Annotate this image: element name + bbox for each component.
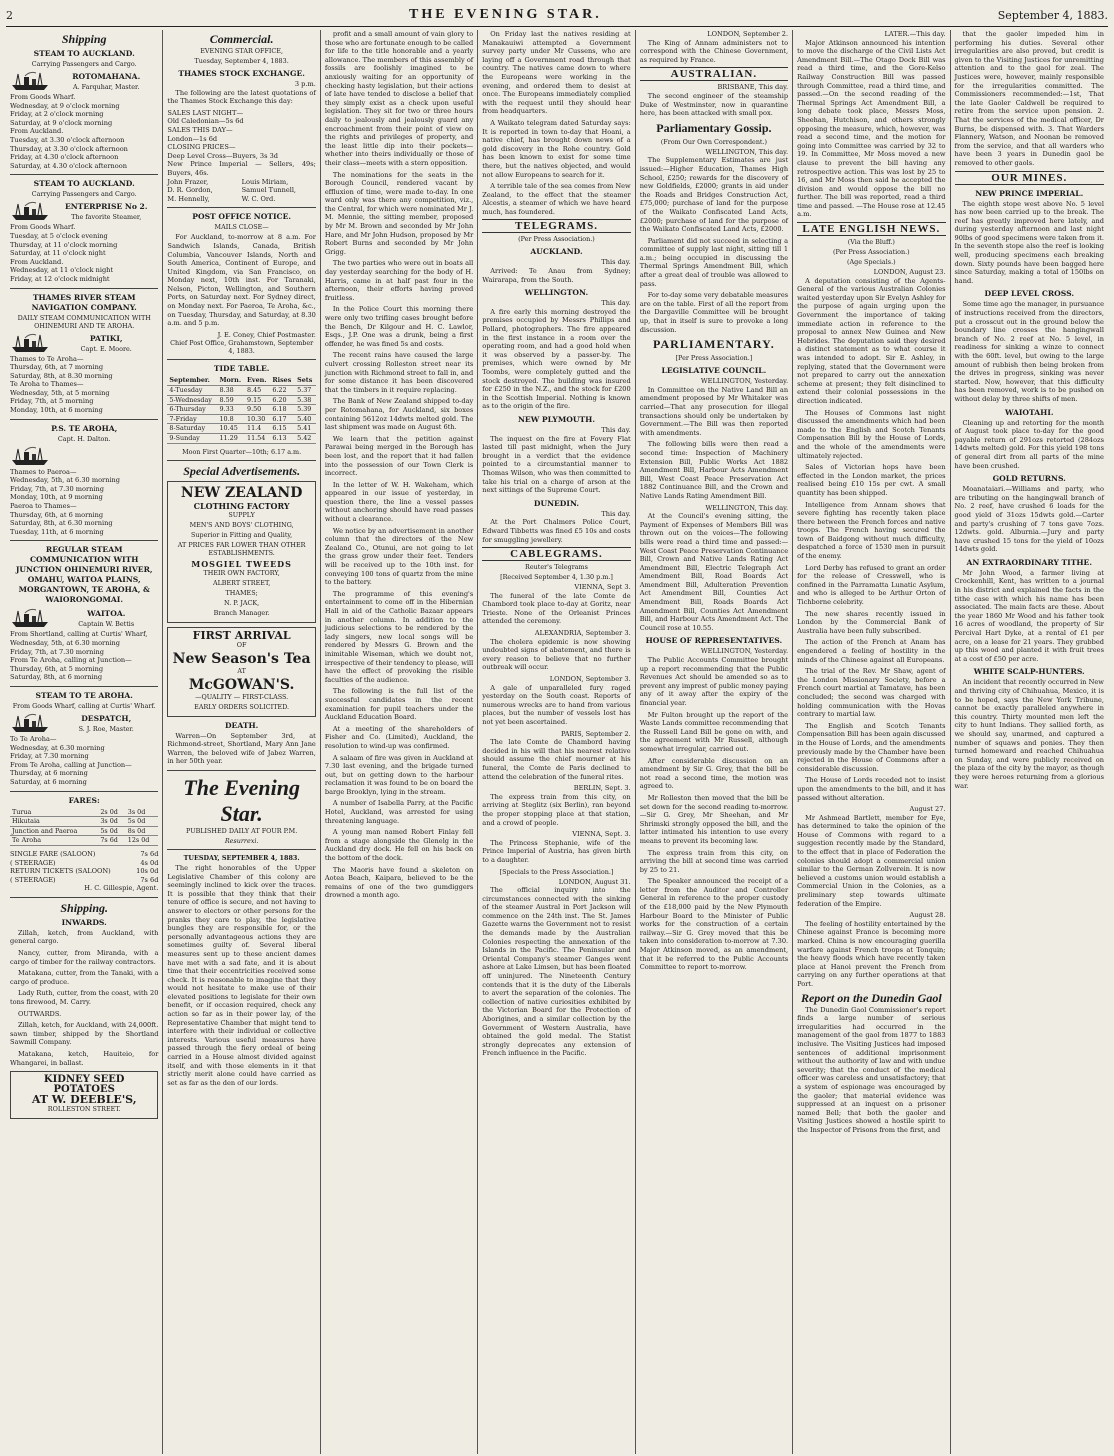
shipping-item: Nancy, cutter, from Miranda, with a cargo of timber for the railway contractors. bbox=[10, 949, 159, 966]
saloon-fare-row bbox=[10, 876, 158, 885]
cable-text: The Princess Stephanie, wife of the Prince Imperial of Austria, has given birth to a daughter. bbox=[482, 838, 631, 864]
tide-cell: 6.18 bbox=[270, 405, 295, 415]
news-paragraph: profit and a small amount of vain glory to those who are fortunate enough to be called for life to the title honorable and a yearly allowance. The members of this assembly of fossils are foolishly imagined to be anxiously waiting for an opportunity of checking hasty legislation, but their actions of late have tended to disclose a belief that they simply exist as a check upon useful legislation. They sit for two or three hours daily to jealously and jealously guard any encroachment from their point of view on the rights and privileges of property, and the least little dip into their pockets—whether into theirs individually or those of their class—meets with a stern opposition. bbox=[324, 30, 474, 167]
news-paragraph: The recent rains have caused the large culvert crossing Rolleston street near its junction with Richmond street to fall in, and for some distance it has been discovered that the timbers in it require replacing. bbox=[324, 351, 474, 394]
schedule-line: From Auckland. bbox=[10, 127, 64, 136]
fares-title: FARES: bbox=[68, 795, 100, 805]
local-news bbox=[325, 30, 473, 900]
late-news-paragraph: The new shares recently issued in London by the Commercial Bank of Australia have been fully subscribed. bbox=[797, 609, 946, 635]
tide-cell: 8.38 bbox=[217, 386, 245, 396]
fare-return: 3s 0d bbox=[126, 808, 159, 817]
editorial: The right honorables of the Upper Legislative Chamber of this colony are seemingly inclined to kick over the traces. It is possible that they think that their tenure of office is secure, and not having to answer to electors or other persons for the pranks they care to play, the legislative bungles they are responsible for, or the personally advantageous actions they are sometimes guilty of. Several liberal measures sent up to these ancient dames have met with a sad fate, and it is about time that their eccentricities received some check. It is reasonable to imagine that they would not hesitate to make use of their elevated positions to legislate for their own benefit, or if occasion required, check any action so far as in their power lay, of the Representative Chamber that might tend to interfere with their individual or collective interests. Various useful measures have passed through the fiery ordeal of being carried in a House almost divided against itself, and with those elements in it that strictly merit alone could have carried as set as far as the den of our lords. bbox=[167, 863, 316, 1087]
parliamentary-gossip-heading: Parliamentary Gossip. bbox=[656, 120, 772, 135]
house-paragraph: Mr Rolleston then moved that the bill be set down for the second reading to-morrow.—Sir G. Grey, Mr Sheehan, and Mr Shrimski strongly opposed the bill, and the latter intimated his intention to use every means to prevent its becoming law. bbox=[639, 793, 789, 845]
cable-place: BERLIN, Sept. 3. bbox=[573, 784, 631, 793]
schedule-line: Thames to Te Aroha— bbox=[10, 354, 84, 363]
telegram-place: AUCKLAND. bbox=[530, 247, 583, 257]
saloon-fare-price: 4s 0d bbox=[140, 858, 159, 867]
issue-date: September 4, 1883. bbox=[997, 8, 1108, 22]
shipping-ads bbox=[10, 49, 158, 792]
news-paragraph: A number of Isabella Parry, at the Pacific Hotel, Auckland, was arrested for using threatening language. bbox=[324, 799, 474, 825]
news-paragraph: The two parties who were out in boats all day yesterday searching for the body of H. Harris, came in at half past four in the afternoon, their efforts having proved fruitless. bbox=[324, 259, 474, 302]
schedule-line: Friday, at 4.30 o'clock afternoon bbox=[10, 153, 119, 162]
shipping-item: Zillah, ketch, for Auckland, with 24,000ft. sawn timber, shipped by the Shortland Sawmill Company. bbox=[10, 1021, 159, 1047]
shipping-ad bbox=[10, 293, 158, 420]
schedule-line: From Te Aroha, calling at Junction— bbox=[10, 760, 132, 769]
page-number: 2 bbox=[6, 8, 13, 22]
tide-row bbox=[167, 424, 315, 434]
house-text bbox=[640, 656, 788, 972]
telegram-text: Arrived: Te Anau from Sydney; Wairarapa, from the South. bbox=[482, 267, 631, 284]
schedule-line: Thames to Paeroa— bbox=[10, 467, 77, 476]
cablegram-list bbox=[482, 583, 630, 864]
saloon-fares bbox=[10, 850, 158, 884]
stock-quotes bbox=[167, 109, 315, 178]
telegram-date: This day. bbox=[601, 509, 631, 518]
tide-cell: 9.50 bbox=[245, 405, 270, 415]
shipping-ad bbox=[10, 545, 158, 687]
shipping-item: Matakana, cutter, from the Tanaki, with a cargo of produce. bbox=[10, 969, 159, 986]
fare-place: Turua bbox=[10, 808, 98, 817]
schedule-line: Te Aroha to Thames— bbox=[10, 380, 84, 389]
quote-line: Deep Level Cross—Buyers, 3s 3d bbox=[167, 151, 279, 160]
news-paragraph: A terrible tale of the sea comes from New Zealand, to the effect that the steamer Alcestis, a steamer of which we have heard much, has foundered. bbox=[482, 182, 631, 216]
house-paragraph: After considerable discussion on an amendment by Sir G. Grey, that the bill be not read a second time, the motion was agreed to. bbox=[639, 756, 789, 791]
inwards-heading: INWARDS. bbox=[61, 917, 107, 927]
tide-cell: 8.45 bbox=[245, 386, 270, 396]
tide-row bbox=[167, 386, 315, 396]
schedule-line: Wednesday, 5th, at 6.30 morning bbox=[10, 476, 121, 485]
gossip-paragraph: The Supplementary Estimates are just issued:—Higher Education, Thames High School, £250; rewards for the discovery of new Goldfields, £2000; grants in aid under the Roads and Bridges Construction Act, £75,000; purchase of land for the purpose of the Waikato Confiscated Land Acts, £2000; purchase of land for the purpose of the Waikato Confiscated Land Acts, £2000. bbox=[639, 156, 789, 234]
schedule-line: To Te Aroha— bbox=[10, 734, 57, 743]
death-notice-title: DEATH. bbox=[224, 720, 259, 730]
schedule-line: Friday, at 2 o'clock morning bbox=[10, 110, 104, 119]
ad-title: P.S. TE AROHA, bbox=[51, 423, 118, 433]
news-paragraph: A young man named Robert Finlay fell from a stage alongside the Glenelg in the Auckland dry dock. He fell on his back on the bottom of the dock. bbox=[324, 828, 474, 863]
tide-cell: 5.37 bbox=[295, 386, 316, 396]
schedule-line: Monday, 10th, at 9 morning bbox=[10, 493, 103, 502]
steamship-icon bbox=[10, 200, 50, 222]
schedule-line: Wednesday, 5th, at 5 morning bbox=[10, 388, 110, 397]
tide-cell: 5.41 bbox=[295, 424, 316, 434]
news-paragraph: In the Police Court this morning there were only two trifling cases brought before the Bench, Dr Kilgour and H. C. Lawlor, Esqs., J.P. One was a drunk, being a first offender, he was fined 5s and costs. bbox=[324, 305, 474, 348]
saloon-fare-price: 7s 6d bbox=[140, 875, 159, 884]
stock-exchange-title: THAMES STOCK EXCHANGE. bbox=[178, 69, 305, 78]
gossip-paragraph: Parliament did not succeed in selecting a committee of supply last night, sitting till 1 a.m.; being occupied in discussing the Thermal Springs Amendment Bill, which after a great deal of trouble was allowed to pass. bbox=[639, 236, 789, 288]
tea-ad: FIRST ARRIVAL OF New Season's Tea AT McGOWAN'S. —QUALITY — FIRST-CLASS. EARLY ORDERS SOLICITED. bbox=[167, 627, 315, 717]
fare-single: 3s 0d bbox=[98, 817, 125, 827]
mine-report: Cleaning up and retorting for the month of August took place to-day for the good payable return of 291ozs retorted (284ozs 14dwts melted) gold. For this yield 198 tons of general dirt from all parts of the mine have been crushed. bbox=[954, 418, 1104, 470]
tide-row bbox=[167, 395, 315, 405]
cable-place: PARIS, September 2. bbox=[560, 729, 631, 738]
australian-heading: AUSTRALIAN. bbox=[640, 67, 788, 81]
schedule-line: Tuesday, at 5 o'clock evening bbox=[10, 231, 108, 240]
tide-cell: 9-Sunday bbox=[167, 434, 217, 444]
tide-cell: 6.22 bbox=[270, 386, 295, 396]
vessel-master: A. Farquhar, Master. bbox=[72, 83, 140, 91]
shipping-heading: Shipping bbox=[61, 32, 107, 46]
broker-name: W. C. Ord. bbox=[241, 194, 276, 203]
saloon-fare-text: SINGLE FARE (SALOON) bbox=[10, 849, 96, 858]
late-news-text bbox=[797, 277, 945, 802]
column-4: On Friday last the natives residing at Manakauiwi attempted a Government survey party under Mr Cussens, who are laying off a Government road through that country. The natives came down to where the Europeans were working in the evening, and ordered them to desist at once. The Europeans immediately complied with the request until they should hear from headquarters. A Waikato telegram dated Saturday says: It is reported in town to-day that Hoani, a native chief, has brought down news of a gold discovery in the Rohe country. Gold has been known to exist for some time there, but the natives objected, and would not allow Europeans to search for it. A terrible tale of the sea comes from New Zealand, to the effect that the steamer Alcestis, a steamer of which we have heard much, has foundered. TELEGRAMS. (Per Press Association.) AUCKLAND. This day. Arrived: Te Anau from Sydney; Wairarapa, from the South. WELLINGTON. This day. A fire early this morning destroyed the premises occupied by Messrs Phillips and Pollard, photographers. The fire appeared in the first instance in a room over the operating room, and had a good hold when it was observed by a passer-by. The premises, which were owned by Mr Toombs, were completely gutted and the stock destroyed. The building was insured for £250 in the N.Z., and the stock for £200 in the Scottish Imperial. Nothing is known as to the origin of the fire. NEW PLYMOUTH. This day. The inquest on the fire at Fovery Flat lasted till past midnight, when the Jury brought in a verdict that the evidence pointed to a circumstantial manner to Thomas Wilson, who was then committed to take his trial on a charge of arson at the next sittings of the Supreme Court. DUNEDIN. This day. At the Port Chalmers Police Court, Edward Tibbetts was fined £5 10s and costs for smuggling jewellery. CABLEGRAMS. Reuter's Telegrams [Received September 4, 1.30 p.m.] VIENNA, Sept 3. The funeral of the late Comte de Chambord took place to-day at Goritz, near Trieste. None of the Orleanist Princes attended the ceremony. ALEXANDRIA, September 3. The cholera epidemic is now showing undoubted signs of abatement, and there is every reason to believe that no further outbreak will occur. LONDON, September 3. A gale of unparalleled fury raged yesterday on the South coast. Reports of numerous wrecks are to hand from various places, but the number of vessels lost has not yet been ascertained. PARIS, September 2. The late Comte de Chambord having decided in his will that his nearest relative should assume the chief mourner at his funeral, the Comte de Paris declined to attend the celebration of the funeral rites. BERLIN, Sept. 3. The express train from this city, on arriving at Steglitz (six Berlin), ran beyond the proper stopping place at that station, and a crowd of people. VIENNA, Sept. 3. The Princess Stephanie, wife of the Prince Imperial of Austria, has given birth to a daughter. [Specials to the Press Association.] LONDON, August 31. The official inquiry into the circumstances connected with the sinking of the steamer Austral in Port Jackson will commence on the 24th inst. The St. James Gazette warns the Government not to resist the demands made by the Australian Colonies respecting the annexation of the Islands in the Pacific. The Peninsular and Oriental Company's steamer Ganges went ashore at Lake Limsen, but has been floated off uninjured. The Nineteenth Century contends that it is the duty of the Liberals to avert the separation of the colonies. The collection of native curiosities exhibited by the Victorian Board for the Protection of Aborigines, and a similar collection by the Government of Western Australia, have obtained the gold medal. The Statist strongly deprecates any extension of French influence in the Pacific. bbox=[478, 30, 635, 1454]
schedule-line: Wednesday, 5th, at 6.30 morning bbox=[10, 639, 121, 647]
late-news-paragraph: The action of the French at Anam has engendered a feeling of hostility in the minds of the Chinese against all Europeans. bbox=[797, 638, 946, 664]
late-news-paragraph: A deputation consisting of the Agents-General of the various Australian Colonies waited yesterday upon Sir Evelyn Ashley for the purpose of again urging upon the Government the importance of taking immediate action in reference to the proposal to annex New Guinea and New Hebrides. The deputation said they desired a distinct statement as to what course it was intended to adopt. Sir E. Ashley, in replying, stated that the Government were not prepared to carry out the annexation scheme at present; they felt disinclined to extend their colonial possessions in the direction indicated. bbox=[797, 276, 946, 405]
late-news-paragraph: The Houses of Commons last night discussed the amendments which had been made to the English and Scotch Tenants Compensation Bill by the House of Lords, and the whole of the amendments were ultimately rejected. bbox=[797, 408, 946, 460]
quote-line: SALES LAST NIGHT— bbox=[167, 108, 244, 117]
fare-return: 5s 0d bbox=[126, 817, 159, 827]
house-heading: HOUSE OF REPRESENTATIVES. bbox=[645, 636, 783, 646]
tide-cell: 5.39 bbox=[295, 405, 316, 415]
broker-name: D. R. Gordon, bbox=[167, 186, 213, 195]
broker-name: Louis Miriam, bbox=[241, 177, 289, 186]
steamship-icon bbox=[10, 445, 50, 467]
fare-single: 7s 6d bbox=[98, 836, 125, 846]
telegram-date: This day. bbox=[601, 425, 631, 434]
editorial-date: TUESDAY, SEPTEMBER 4, 1883. bbox=[183, 853, 300, 862]
late-news-paragraph: Sales of Victorian hops have been effected in the London market, the prices realised being £10 15s per cwt. A small quantity has been shipped. bbox=[797, 463, 946, 497]
mine-name: DEEP LEVEL CROSS. bbox=[984, 289, 1074, 299]
schedule-line: Friday, 7th, at 7.30 morning bbox=[10, 484, 104, 493]
schedule-line: Saturday, 8th, at 6.30 morning bbox=[10, 519, 113, 528]
ad-title: STEAM TO AUCKLAND. bbox=[33, 179, 135, 189]
tide-cell: 8-Saturday bbox=[167, 424, 217, 434]
tide-cell: 6.13 bbox=[270, 434, 295, 444]
tide-cell: 6.15 bbox=[270, 424, 295, 434]
news-paragraph: We notice by an advertisement in another column that the directors of the New Zealand Co., Otunui, are not going to let the grass grow under their feet. Tenders will be received up to the 10th inst. for conveying 100 tons of quartz from the mine to the battery. bbox=[324, 526, 474, 587]
telegram-text: A fire early this morning destroyed the premises occupied by Messrs Phillips and Pollard, photographers. The fire appeared in the first instance in a room over the operating room, and had a good hold when it was observed by a passer-by. The premises, which were owned by Mr Toombs, were completely gutted and the stock destroyed. The building was insured for £250 in the N.Z., and the stock for £200 in the Scottish Imperial. Nothing is known as to the origin of the fire. bbox=[482, 307, 631, 411]
cable-text: The express train from this city, on arriving at Steglitz (six Berlin), ran beyond the proper stopping place at that station, and a crowd of people. bbox=[482, 792, 631, 827]
post-office-title: POST OFFICE NOTICE. bbox=[192, 212, 292, 222]
tide-cell: 5.38 bbox=[295, 395, 316, 405]
shipping-item: Lady Ruth, cutter, from the coast, with 20 tons firewood, M. Carry. bbox=[10, 989, 159, 1007]
ad-subtitle: Carrying Passengers and Cargo. bbox=[31, 60, 137, 68]
tide-cell: 7-Friday bbox=[167, 414, 217, 424]
ad-subtitle: DAILY STEAM COMMUNICATION WITH OHINEMURI AND TE AROHA. bbox=[17, 313, 151, 330]
kidney-potatoes-ad: KIDNEY SEED POTATOES AT W. DEEBLE'S, ROLLESTON STREET. bbox=[10, 1071, 158, 1119]
tide-header: September. bbox=[167, 376, 217, 385]
saloon-fare-text: ( STEERAGE) bbox=[10, 875, 56, 884]
cable-place: LONDON, September 3. bbox=[549, 675, 631, 684]
late-news-paragraph: Intelligence from Annam shows that severe fighting has recently taken place there between the French forces and native troops. The French having secured the town of Baidgong without much difficulty, despatched a force of 1530 men in pursuit of the enemy. bbox=[797, 500, 946, 561]
shipping-ad bbox=[10, 424, 158, 542]
schedule-line: From Auckland. bbox=[10, 257, 64, 266]
ad-subtitle: Carrying Passengers and Cargo. bbox=[31, 190, 137, 199]
broker-name: M. Hennelly, bbox=[167, 194, 210, 203]
house-paragraph: Mr Fulton brought up the report of the Waste Lands committee recommending that the Russell Land Bill be gone on with, and the agreement with Mr Russell, although somewhat irregular, carried out. bbox=[639, 710, 789, 753]
late-news-paragraph: The House of Lords receded not to insist upon the amendments to the bill, and it has passed without alteration. bbox=[797, 776, 946, 802]
schedule-line: Paeroa to Thames— bbox=[10, 502, 77, 511]
tide-cell: 11.29 bbox=[217, 434, 245, 444]
broker-name: Samuel Tunnell, bbox=[241, 186, 297, 195]
tide-header-row bbox=[167, 376, 315, 385]
tide-row bbox=[167, 434, 315, 444]
house-paragraph: The Speaker announced the receipt of a letter from the Auditor and Controller General in reference to the proper custody of the £18,000 paid by the New Plymouth Harbour Board to the Minister of Public works for the construction of a certain railway.—Sir G. Grey moved that this be taken into consideration to-morrow at 7.30. Major Atkinson moved, as an amendment, that it be referred to the Public Accounts Committee to report to-morrow. bbox=[639, 877, 789, 972]
telegram-text: The inquest on the fire at Fovery Flat lasted till past midnight, when the Jury brought in a verdict that the evidence pointed to a circumstantial manner to Thomas Wilson, who was then committed to take his trial on a charge of arson at the next sittings of the Supreme Court. bbox=[482, 434, 631, 495]
schedule-line: Tuesday, at 3.30 o'clock afternoon bbox=[10, 135, 125, 144]
quote-line: SALES THIS DAY— bbox=[167, 125, 233, 134]
schedule-line: Thursday, at 3.30 o'clock afternoon bbox=[10, 144, 128, 153]
steamship-icon bbox=[10, 712, 50, 734]
our-mines-heading: OUR MINES. bbox=[955, 171, 1104, 185]
schedule-line: Friday, 7th, at 7.30 morning bbox=[10, 647, 104, 656]
schedule-line: From Shortland, calling at Curtis' Wharf, bbox=[10, 630, 148, 639]
column-1 bbox=[6, 30, 163, 1454]
tide-cell: 10.8 bbox=[217, 414, 245, 424]
column-7: that the gaoler impeded him in performing his duties. Several other irregularities are also proved, but credit is given to the Visiting Justices for unremitting attention and to the gaol for zeal. The Justices were, however, mainly responsible for the irregularities committed. The Commissioners recommended:—1st, That the late Gaoler Caldwell be required to retire from the service upon pension. 2. That the services of the medical officer, Dr Burns, be dispensed with. 3. That Warders Flannery, Watson, and Noonan be removed from the service, and that all warders who have been 3 years in Dunedin gaol be removed to other gaols. OUR MINES. NEW PRINCE IMPERIAL. The eighth stope west above No. 5 level has now been carried up to the break. The reef has greatly improved here lately, and during yesterday afternoon and last night 90lbs of good specimens were taken from it. In the seventh stope also the reef is looking well, producing specimens each breaking down. Sixty pounds have been bagged here since Saturday, making a total of 150lbs on hand. DEEP LEVEL CROSS. Some time ago the manager, in pursuance of instructions received from the directors, put a crosscut out in the ground below the boundary line crosses the hangingwall branch of No. 2 reef at No. 5 level, in readiness for sinking a winze to connect with the 60ft. level, but owing to the large amount of rubbish then being broken from the drives in progress, sinking was never started. Now, however, that this difficulty has been removed, work is to be pushed on without delay by three shifts of men. WAIOTAHI. Cleaning up and retorting for the month of August took place to-day for the good payable return of 291ozs retorted (284ozs 14dwts melted) gold. For this yield 198 tons of general dirt from all parts of the mine have been crushed. GOLD RETURNS. Moanataiari.—Williams and party, who are tributing on the hangingwall branch of No. 2 reef, have crushed 6 loads for the good yield of 31ozs 15dwts gold.—Carter and party's crushing of 7 tons gave 7ozs. 12dwts. gold. Alburnia.—Jury and party have crushed 15 tons for the yield of 10ozs 14dwts gold. AN EXTRAORDINARY TITHE. Mr John Wood, a farmer living at Crockenhill, Kent, has written to a journal in his district and explained the facts in the tithe case with which his name has been associated. The main facts are these. About the year 1860 Mr Wood and his father took 16 acres of woodland, the property of Sir Percival Hart Dyke, at a rental of £1 per acre, on a lease for 21 years. They grubbed up this wood and planted it with fruit trees at a cost of £50 per acre. WHITE SCALP-HUNTERS. An incident that recently occurred in New and thriving city of Chihuahua, Mexico, it is to be hoped, says the New York Tribune, cannot be exactly paralleled anywhere in this country. Thirty mounted men left the city to hunt Indians. They sallied forth, as we should say, unarmed, and captured a number of squaws and ponies. They then turned homeward and reached Chihuahua on Sunday, and were publicly received on the plaza of the city by the mayor, as though they were heroes returning from a glorious war. bbox=[954, 30, 1104, 790]
shipping-ad bbox=[10, 691, 158, 792]
vessel-master: The favorite Steamer, bbox=[71, 213, 142, 222]
news-paragraph: The programme of this evening's entertainment to come off in the Hibernian Hall in aid of the Catholic Bazaar appears in another column. In addition to the judicious selections to be rendered by the lady singers, new local songs will be rendered by Messrs G. Brown and the inimitable Wiseman, which we doubt not, irrespective of their tendency to please, will have the effect of provoking the risible faculties of the audience. bbox=[324, 589, 474, 684]
steamship-icon bbox=[10, 70, 50, 92]
tide-header: Morn. bbox=[217, 376, 245, 385]
house-paragraph: The express train from this city, on arriving the bill at second time was carried by 25 to 21. bbox=[639, 848, 789, 874]
vessel-name: WAITOA. bbox=[87, 609, 126, 619]
vessel-name: ENTERPRISE No 2. bbox=[64, 202, 148, 212]
column-2: Commercial. EVENING STAR OFFICE, Tuesday, September 4, 1883. THAMES STOCK EXCHANGE. 3 p.m. The following are the latest quotations of the Thames Stock Exchange this day: SALES LAST NIGHT— Old Caledonian—5s 6d SALES THIS DAY— London—1s 6d CLOSING PRICES— Deep Level Cross—Buyers, 3s 3d New Prince Imperial — Sellers, 49s; Buyers, 46s. John Frazer, Louis Miriam, D. R. Gordon, Samuel Tunnell, M. Hennelly, W. C. Ord. POST OFFICE NOTICE. MAILS CLOSE— For Auckland, to-morrow at 8 a.m. For Sandwich Islands, Canada, British Columbia, Vancouver Islands, North and South America, Continent of Europe, and United Kingdom, via San Francisco, on Monday next, 10th inst. For Taranaki, Nelson, Picton, Wellington, and Southern Ports, on Saturday next. For Sydney direct, on Monday next. For Paeroa, Te Aroha, &c., on Tuesday, Thursday, and Saturday, at 8.30 a.m. and 5 p.m. J. E. Coney, Chief Postmaster. Chief Post Office, Grahamstown, September 4, 1883. TIDE TABLE. September. Morn. Even. Rises Sets 4-Tuesday 8.38 8.45 6.22 5.37 5-Wednesday 8.59 9.15 6.20 5.38 6-Thursday 9.33 9.50 6.18 5.39 7-Friday 10.8 10.30 6.17 5.40 8-Saturday 10.45 11.4 6.15 5.41 9-Sunday 11.29 11.54 6.13 5.42 Moon First Quarter—10th; 6.17 a.m. Special Advertisements. NEW ZEALAND CLOTHING FACTORY SUPPLY MEN'S AND BOYS' CLOTHING, Superior in Fitting and Quality, AT PRICES FAR LOWER THAN OTHER ESTABLISHMENTS. MOSGIEL TWEEDS THEIR OWN FACTORY, ALBERT STREET, THAMES; N. P. JACK, Branch Manager. FIRST ARRIVAL OF New Season's Tea AT McGOWAN'S. —QUALITY — FIRST-CLASS. EARLY ORDERS SOLICITED. DEATH. Warren—On September 3rd, at Richmond-street, Shortland, Mary Ann Jane Warren, the beloved wife of Jabez Warren, in her 50th year. The Evening Star. PUBLISHED DAILY AT FOUR P.M. Resurrexi. TUESDAY, SEPTEMBER 4, 1883. The right honorables of the Upper Legislative Chamber of this colony are seemingly inclined to kick over the traces. It is possible that they think that their tenure of office is secure, and not having to answer to electors or other persons for the pranks they care to play, the legislative bungles they are responsible for, or the personally advantageous actions they are sometimes guilty of. Several liberal measures sent up to these ancient dames have met with a sad fate, and it is about time that their eccentricities received some check. It is reasonable to imagine that they would not hesitate to make use of their elevated positions to legislate for their own benefit, or if occasion required, check any action so far as in their power lay, of the Representative Chamber that might tend to interfere with their individual or collective interests. Various useful measures have passed through the fiery ordeal of being carried in a House almost divided against itself, and with those elements in it that strictly merit alone could have carried as set as far as the den of our lords. bbox=[163, 30, 320, 1454]
fare-return: 8s 0d bbox=[126, 826, 159, 836]
cable-text: The cholera epidemic is now showing undoubted signs of abatement, and there is every reason to believe that no further outbreak will occur. bbox=[482, 637, 631, 672]
schedule-line: Thursday, 6th, at 5 morning bbox=[10, 664, 104, 673]
gossip-paragraph: For to-day some very debatable measures are on the table. First of all the report from the Dargaville Committee will be brought up, that in itself is sure to provoke a long discussion. bbox=[639, 291, 789, 334]
ad-subtitle: From Goods Wharf, calling at Curtis' Wharf. bbox=[12, 701, 156, 710]
saloon-fare-row bbox=[10, 867, 158, 876]
tide-cell: 6.20 bbox=[270, 395, 295, 405]
saloon-fare-text: ( STEERAGE) bbox=[10, 858, 56, 867]
schedule-line: Saturday, 8th, at 6 morning bbox=[10, 673, 103, 682]
cable-place: VIENNA, Sept 3. bbox=[574, 583, 631, 592]
tide-cell: 8.59 bbox=[217, 395, 245, 405]
shipping-ad bbox=[10, 49, 158, 175]
council-paragraph: In Committee on the Native Land Bill an amendment proposed by Mr Whitaker was carried—That any prosecution for illegal transactions should only be undertaken by Government.—The Bill was then reported with amendments. bbox=[639, 385, 789, 437]
column-3 bbox=[321, 30, 478, 1454]
ad-title: REGULAR STEAM COMMUNICATION WITH JUNCTION OHINEMURI RIVER, OMAHU, WAITOA PLAINS, MORGANTOWN, TE AROHA, & WAIORONGOMAI. bbox=[15, 545, 153, 605]
tide-cell: 10.30 bbox=[245, 414, 270, 424]
mine-name: GOLD RETURNS. bbox=[992, 474, 1066, 484]
schedule-line: From Goods Wharf. bbox=[10, 223, 76, 232]
telegram-sections bbox=[482, 247, 630, 544]
tide-cell: 5.42 bbox=[295, 434, 316, 444]
council-paragraph: The following bills were then read a second time: Inspection of Machinery Extension Bill, Public Works Act 1882 Amendment Bill, Harbour Acts Amendment Bill, West Coast Peace Preservation Act 1882 Continuance Bill, and the Crown and Native Lands Rating Amendment Bill. bbox=[639, 440, 789, 500]
mine-report: The eighth stope west above No. 5 level has now been carried up to the break. The reef has greatly improved here lately, and during yesterday afternoon and last night 90lbs of good specimens were taken from it. In the seventh stope also the reef is looking well, producing specimens each breaking down. Sixty pounds have been bagged here since Saturday, making a total of 150lbs on hand. bbox=[954, 199, 1104, 285]
telegrams-heading: TELEGRAMS. bbox=[482, 219, 630, 233]
cablegrams-heading: CABLEGRAMS. bbox=[482, 547, 630, 561]
tide-header: Sets bbox=[295, 376, 316, 385]
parliamentary-heading: PARLIAMENTARY. bbox=[653, 337, 775, 352]
tide-cell: 11.54 bbox=[245, 434, 270, 444]
fare-place: Junction and Paeroa bbox=[10, 826, 98, 836]
fare-row bbox=[10, 836, 158, 846]
fare-single: 2s 0d bbox=[98, 808, 125, 817]
schedule-line: Wednesday, at 11 o'clock night bbox=[10, 266, 114, 275]
late-english-news-heading: LATE ENGLISH NEWS. bbox=[797, 222, 945, 236]
schedule-line: Thursday, at 6 morning bbox=[10, 769, 88, 778]
news-paragraph: A Waikato telegram dated Saturday says: It is reported in town to-day that Hoani, a native chief, has brought down news of a gold discovery in the Rohe country. Gold has been known to exist for some time there, but the natives objected, and would not allow Europeans to search for it. bbox=[482, 118, 631, 179]
cable-text: A gale of unparalleled fury raged yesterday on the South coast. Reports of numerous wrecks are to hand from various places, but the number of vessels lost has not yet been ascertained. bbox=[482, 683, 631, 726]
telegram-place: NEW PLYMOUTH. bbox=[517, 414, 595, 424]
schedule-line: From Te Aroha, calling at Junction— bbox=[10, 656, 132, 665]
death-notice: Warren—On September 3rd, at Richmond-street, Shortland, Mary Ann Jane Warren, the beloved wife of Jabez Warren, in her 50th year. bbox=[167, 731, 316, 766]
tide-table-title: TIDE TABLE. bbox=[213, 364, 270, 374]
district-news bbox=[482, 30, 630, 216]
tide-table bbox=[167, 376, 315, 443]
news-paragraph: On Friday last the natives residing at Manakauiwi attempted a Government survey party under Mr Cussens, who are laying off a Government road through that country. The natives came down to where the Europeans were working in the evening, and ordered them to desist at once. The Europeans immediately complied with the request until they should hear from headquarters. bbox=[482, 30, 631, 116]
mine-report: Moanataiari.—Williams and party, who are tributing on the hangingwall branch of No. 2 reef, have crushed 6 loads for the good yield of 31ozs 15dwts gold.—Carter and party's crushing of 7 tons gave 7ozs. 12dwts. gold. Alburnia.—Jury and party have crushed 15 tons for the yield of 10ozs 14dwts gold. bbox=[954, 485, 1104, 554]
mine-name: NEW PRINCE IMPERIAL. bbox=[975, 188, 1084, 198]
masthead bbox=[6, 4, 1108, 27]
vessel-master: S. J. Roe, Master. bbox=[78, 724, 134, 733]
news-paragraph: The following is the full list of the successful candidates in the recent examination for pupil teachers under the Auckland Education Board. bbox=[324, 687, 474, 722]
schedule-line: Saturday, at 9 o'clock morning bbox=[10, 118, 113, 127]
news-paragraph: The Maoris have found a skeleton on Aotea Beach, Kaipara, believed to be the remains of one of the two gumdiggers drowned a month ago. bbox=[324, 865, 474, 900]
tide-cell: 11.4 bbox=[245, 424, 270, 434]
quote-line: Old Caledonian—5s 6d bbox=[167, 117, 244, 126]
schedule-line: Saturday, at 4.30 o'clock afternoon bbox=[10, 161, 127, 170]
brokers-list bbox=[167, 178, 315, 204]
saloon-fare-price: 10s 0d bbox=[136, 867, 159, 876]
shipping-item: Matakana, ketch, Hauiteio, for Whangarei, in ballast. bbox=[10, 1050, 159, 1067]
tide-cell: 10.45 bbox=[217, 424, 245, 434]
schedule-line: Monday, 10th, at 6 morning bbox=[10, 406, 103, 415]
late-news-paragraph: The trial of the Rev. Mr Shaw, agent of the London Missionary Society, before a French court martial at Tamatave, has been concluded; the second was charged with holding communication with the Hovas contrary to martial law. bbox=[797, 667, 946, 719]
quote-line: CLOSING PRICES— bbox=[167, 143, 236, 152]
special-ads-heading: Special Advertisements. bbox=[183, 463, 301, 478]
paper-nameplate: The Evening Star. bbox=[183, 774, 300, 826]
tide-cell: 9.33 bbox=[217, 405, 245, 415]
shipping-news-heading: Shipping. bbox=[60, 900, 109, 915]
quote-line: New Prince Imperial — Sellers, 49s; Buyers, 46s. bbox=[167, 160, 316, 177]
legislative-council-text bbox=[640, 386, 788, 501]
fare-return: 12s 0d bbox=[126, 836, 159, 846]
vessel-master: Captain W. Bettis bbox=[78, 620, 135, 629]
fares-table bbox=[10, 808, 158, 846]
news-paragraph: We learn that the petition against Parawai being merged in the Borough has been lost, and the report that it had fallen into the possession of our Town Clerk is incorrect. bbox=[324, 434, 474, 478]
shipping-item: OUTWARDS. bbox=[18, 1009, 62, 1018]
house-paragraph: The Public Accounts Committee brought up a report recommending that the Public Revenues Act should be amended so as to prevent any imprest of public money paying any of it away after the expiry of the financial year. bbox=[639, 656, 789, 707]
late-news-paragraph: Lord Derby has refused to grant an order for the release of Cresswell, who is confined in the Parramatta Lunatic Asylum, and who is alleged to be Arthur Orton of Tichborne celebrity. bbox=[797, 563, 946, 607]
cable-place: ALEXANDRIA, September 3. bbox=[534, 629, 631, 638]
schedule-line: Tuesday, 11th, at 6 morning bbox=[10, 527, 104, 536]
news-paragraph: At a meeting of the shareholders of Fisher and Co. (Limited), Auckland, the resolution to wind-up was confirmed. bbox=[324, 724, 474, 750]
news-paragraph: A salaam of fire was given in Auckland at 7.30 last evening, and the brigade turned out, but on getting down to the harbour reclamation it was found to be on board the barge Brooklyn, lying in the stream. bbox=[324, 753, 474, 796]
schedule-line: Friday, 7th, at 5 morning bbox=[10, 397, 94, 406]
vessel-name: PATIKI, bbox=[89, 333, 123, 343]
vessel-name: DESPATCH, bbox=[81, 713, 132, 723]
schedule-line: Saturday, at 6 morning bbox=[10, 777, 87, 786]
news-paragraph: The Bank of New Zealand shipped to-day per Rotomahana, for Auckland, six boxes containing 5612oz 14dwts melted gold. The last shipment was made on August 6th. bbox=[324, 397, 474, 432]
tithe-heading: AN EXTRAORDINARY TITHE. bbox=[966, 557, 1092, 567]
telegram-date: This day. bbox=[601, 299, 631, 308]
gaol-report-heading: Report on the Dunedin Gaol bbox=[800, 990, 942, 1005]
schedule-line: Saturday, at 11 o'clock night bbox=[10, 249, 106, 258]
tide-row bbox=[167, 414, 315, 424]
telegram-date: This day. bbox=[601, 258, 631, 267]
broker-name: John Frazer, bbox=[167, 177, 209, 186]
fare-row bbox=[10, 817, 158, 827]
schedule-line: From Goods Wharf. bbox=[10, 93, 76, 101]
fare-single: 5s 0d bbox=[98, 826, 125, 836]
news-paragraph: The nominations for the seats in the Borough Council, rendered vacant by effluxion of time, were made to-day. In one ward only was there any competition, viz., the Central, for which were nominated Mr J. M. Mennie, the sitting member, proposed by Mr M. Brown and seconded by Mr John Hare, and Mr John Hudson, proposed by Mr Robert Burns and seconded by Mr John Grigg. bbox=[324, 170, 474, 256]
schedule-line: Thursday, at 11 o'clock morning bbox=[10, 240, 118, 249]
ad-title: STEAM TO AUCKLAND. bbox=[33, 49, 135, 58]
schedule-line: Saturday, 8th, at 8.30 morning bbox=[10, 371, 113, 380]
shipping-news bbox=[10, 929, 158, 1067]
fare-row bbox=[10, 808, 158, 817]
saloon-fare-text: RETURN TICKETS (SALOON) bbox=[10, 867, 111, 876]
schedule-line: Thursday, 6th, at 7 morning bbox=[10, 363, 104, 372]
fare-row bbox=[10, 826, 158, 836]
quote-line: London—1s 6d bbox=[167, 134, 218, 143]
schedule-line: Thursday, 6th, at 6 morning bbox=[10, 510, 104, 519]
column-6: LATER.—This day. Major Atkinson announced his intention to move the discharge of the Civil Lists Act Amendment Bill.—The Otago Dock Bill was read a third time, and the Gore-Kelso Railway Construction Bill was passed through Committee, read a third time, and passed.—On the second reading of the Thermal Springs Act Amendment Bill, a long debate took place, Messrs Moss, Sheehan, Hutchison, and others strongly opposing the measure, which, however, was read a second time, and the motion for going into Committee was carried by 32 to 19. In Committee, Mr Moss moved a new clause to prevent the bill having any retrospective action. This was lost by 25 to 16, and Mr Moss then said he accepted the division and would oppose the bill no further. The bill was reported, read a third time and passed. —The House rose at 12.45 a.m. LATE ENGLISH NEWS. (Via the Bluff.) (Per Press Association.) (Age Specials.) LONDON, August 23. A deputation consisting of the Agents-General of the various Australian Colonies waited yesterday upon Sir Evelyn Ashley for the purpose of again urging upon the Government the importance of taking immediate action in reference to the proposal to annex New Guinea and New Hebrides. The deputation said they desired a distinct statement as to what course it was intended to adopt. Sir E. Ashley, in replying, stated that the Government were not prepared to carry out the annexation scheme at present; they felt disinclined to extend their colonial possessions in the direction indicated. The Houses of Commons last night discussed the amendments which had been made to the English and Scotch Tenants Compensation Bill by the House of Lords, and the whole of the amendments were ultimately rejected. Sales of Victorian hops have been effected in the London market, the prices realised being £10 15s per cwt. A small quantity has been shipped. Intelligence from Annam shows that severe fighting has recently taken place there between the French forces and native troops. The French having secured the town of Baidgong without much difficulty, despatched a force of 1530 men in pursuit of the enemy. Lord Derby has refused to grant an order for the release of Cresswell, who is confined in the Parramatta Lunatic Asylum, and who is alleged to be Arthur Orton of Tichborne celebrity. The new shares recently issued in London by the Commercial Bank of Australia have been fully subscribed. The action of the French at Anam has engendered a feeling of hostility in the minds of the Chinese against all Europeans. The trial of the Rev. Mr Shaw, agent of the London Missionary Society, before a French court martial at Tamatave, has been concluded; the second was charged with holding communication with the Hovas contrary to martial law. The English and Scotch Tenants Compensation Bill has been again discussed in the House of Lords, and the amendments previously made by the Chamber have been rejected in the House of Commons after a considerable discussion. The House of Lords receded not to insist upon the amendments to the bill, and it has passed without alteration. August 27. Mr Ashmead Bartlett, member for Eye, has determined to take the opinion of the House of Commons with regard to a suggestion recently made by the Standard, to the effect that in place of Federation the colonies should adopt a commercial union similar to the German Zollverein. It is now believed a customs union would establish a Commercial Union in the Colonies, as a preliminary step towards ultimate federation of the Empire. August 28. The feeling of hostility entertained by the Chinese against France is becoming more marked. China is now encouraging guerilla warfare against French troops at Tonquin; the heavy floods which have recently taken place at Hanoi prevent the French from carrying on any further operations at that Port. Report on the Dunedin Gaol The Dunedin Gaol Commissioner's report finds a large number of serious irregularities had occurred in the management of the gaol from 1877 to 1883 inclusive. The Visiting Justices had imposed sentences of additional imprisonment without the authority of law and with undue severity; that the conduct of the medical officer was careless and unsatisfactory; that a system of espionage was encouraged by the gaoler; that material evidence was suppressed at an inquest on a prisoner named Bell; that both the gaoler and Visiting Justices showed a hostile spirit to the Inspector of Prisons from the first, and bbox=[793, 30, 950, 1454]
vessel-name: ROTOMAHANA. bbox=[72, 72, 141, 81]
mine-report: Some time ago the manager, in pursuance of instructions received from the directors, put a crosscut out in the ground below the boundary line crosses the hangingwall branch of No. 2 reef at No. 5 level, in readiness for sinking a winze to connect with the 60ft. level, but owing to the large amount of rubbish then being broken from the drives in progress, sinking was never started. Now, however, that this difficulty has been removed, work is to be pushed on without delay by three shifts of men. bbox=[954, 300, 1104, 403]
tide-cell: 5-Wednesday bbox=[167, 395, 217, 405]
schedule-line: Friday, at 7.30 morning bbox=[10, 752, 89, 761]
gossip-text bbox=[640, 156, 788, 334]
tide-header: Even. bbox=[245, 376, 270, 385]
cable-place: VIENNA, Sept. 3. bbox=[572, 830, 631, 839]
mine-name: WAIOTAHI. bbox=[1004, 407, 1054, 417]
ad-title: STEAM TO TE AROHA. bbox=[35, 690, 133, 700]
tide-header: Rises bbox=[270, 376, 295, 385]
shipping-ad bbox=[10, 179, 158, 288]
telegram-text: At the Port Chalmers Police Court, Edward Tibbetts was fined £5 10s and costs for smuggling jewellery. bbox=[482, 518, 631, 544]
commercial-heading: Commercial. bbox=[209, 32, 274, 46]
column-5: LONDON, September 2. The King of Annam administers not to correspond with the Chinese Government, as required by France. AUSTRALIAN. BRISBANE, This day. The second engineer of the steamship Duke of Westminster, now in quarantine here, has been attacked with small pox. Parliamentary Gossip. (From Our Own Correspondent.) WELLINGTON, This day. The Supplementary Estimates are just issued:—Higher Education, Thames High School, £250; rewards for the discovery of new Goldfields, £2000; grants in aid under the Roads and Bridges Construction Act, £75,000; purchase of land for the purpose of the Waikato Confiscated Land Acts, £2000; purchase of land for the purpose of the Waikato Confiscated Land Acts, £2000. Parliament did not succeed in selecting a committee of supply last night, sitting till 1 a.m.; being occupied in discussing the Thermal Springs Amendment Bill, which after a great deal of trouble was allowed to pass. For to-day some very debatable measures are on the table. First of all the report from the Dargaville Committee will be brought up, that in itself is sure to provoke a long discussion. PARLIAMENTARY. [Per Press Association.] LEGISLATIVE COUNCIL. WELLINGTON, Yesterday. In Committee on the Native Land Bill an amendment proposed by Mr Whitaker was carried—That any prosecution for illegal transactions should only be undertaken by Government.—The Bill was then reported with amendments. The following bills were then read a second time: Inspection of Machinery Extension Bill, Public Works Act 1882 Amendment Bill, Harbour Acts Amendment Bill, West Coast Peace Preservation Act 1882 Continuance Bill, and the Crown and Native Lands Rating Amendment Bill. WELLINGTON, This day. At the Council's evening sitting, the Payment of Expenses of Members Bill was thrown out on the voices—The following bills were read a third time and passed:—West Coast Peace Preservation Continuance Bill, Crown and Native Lands Rating Act Amendment Bill, Electric Telegraph Act Amendment Bill, Road Boards Act Amendment Bill, Adulteration Prevention Act Amendment Bill, Counties Act Amendment Bill, Roads Boards Act Amendment Bill, Counties Act Amendment Bill, and Harbour Acts Amendment Act. The Council rose at 10.55. HOUSE OF REPRESENTATIVES. WELLINGTON, Yesterday. The Public Accounts Committee brought up a report recommending that the Public Revenues Act should be amended so as to prevent any imprest of public money paying any of it away after the expiry of the financial year. Mr Fulton brought up the report of the Waste Lands committee recommending that the Russell Land Bill be gone on with, and the agreement with Mr Russell, although somewhat irregular, carried out. After considerable discussion on an amendment by Sir G. Grey, that the bill be not read a second time, the motion was agreed to. Mr Rolleston then moved that the bill be set down for the second reading to-morrow.—Sir G. Grey, Mr Sheehan, and Mr Shrimski strongly opposed the bill, and the latter intimated his intention to use every means to prevent its becoming law. The express train from this city, on arriving the bill at second time was carried by 25 to 21. The Speaker announced the receipt of a letter from the Auditor and Controller General in reference to the proper custody of the £18,000 paid by the New Plymouth Harbour Board to the Minister of Public works for the construction of a certain railway.—Sir G. Grey moved that this be taken into consideration to-morrow at 7.30. Major Atkinson moved, as an amendment, that it be referred to the Public Accounts Committee to report to-morrow. bbox=[636, 30, 793, 1454]
mines-reports bbox=[955, 189, 1104, 554]
telegram-place: DUNEDIN. bbox=[533, 498, 580, 508]
schedule-line: Friday, at 12 o'clock midnight bbox=[10, 274, 110, 283]
clothing-factory-ad: NEW ZEALAND CLOTHING FACTORY SUPPLY MEN'S AND BOYS' CLOTHING, Superior in Fitting and Quality, AT PRICES FAR LOWER THAN OTHER ESTABLISHMENTS. MOSGIEL TWEEDS THEIR OWN FACTORY, ALBERT STREET, THAMES; N. P. JACK, Branch Manager. bbox=[167, 481, 315, 623]
tide-cell: 6.17 bbox=[270, 414, 295, 424]
fare-place: Hikutaia bbox=[10, 817, 98, 827]
saloon-fare-row bbox=[10, 859, 158, 868]
cable-text: The funeral of the late Comte de Chambord took place to-day at Goritz, near Trieste. None of the Orleanist Princes attended the ceremony. bbox=[482, 591, 631, 626]
saloon-fare-row bbox=[10, 850, 158, 859]
tide-cell: 6-Thursday bbox=[167, 405, 217, 415]
agent-signature: H. C. Gillespie, Agent. bbox=[84, 884, 159, 893]
schedule-line: Wednesday, at 9 o'clock morning bbox=[10, 101, 120, 110]
schedule-line: Wednesday, at 6.30 morning bbox=[10, 743, 105, 752]
telegram-place: WELLINGTON. bbox=[524, 288, 589, 298]
tide-cell: 4-Tuesday bbox=[167, 386, 217, 396]
fare-place: Te Aroha bbox=[10, 836, 98, 846]
tide-cell: 9.15 bbox=[245, 395, 270, 405]
news-paragraph: In the letter of W. H. Wakeham, which appeared in our issue of yesterday, in question there, the line a vessel passes without anchoring should have read passes without a clearance. bbox=[324, 480, 474, 524]
tide-row bbox=[167, 405, 315, 415]
scalp-hunters-heading: WHITE SCALP-HUNTERS. bbox=[973, 667, 1085, 677]
steamship-icon bbox=[10, 607, 50, 629]
cable-text: The late Comte de Chambord having decided in his will that his nearest relative should assume the chief mourner at his funeral, the Comte de Paris declined to attend the celebration of the funeral rites. bbox=[482, 738, 631, 781]
shipping-item: Zillah, ketch, from Auckland, with general cargo. bbox=[10, 928, 159, 946]
saloon-fare-price: 7s 6d bbox=[140, 849, 159, 858]
late-news-paragraph: The English and Scotch Tenants Compensation Bill has been again discussed in the House of Lords, and the amendments previously made by the Chamber have been rejected in the House of Commons after a considerable discussion. bbox=[797, 721, 946, 773]
ad-subtitle: Capt. H. Dalton. bbox=[57, 434, 111, 443]
ad-title: THAMES RIVER STEAM NAVIGATION COMPANY. bbox=[31, 292, 137, 312]
tide-cell: 5.40 bbox=[295, 414, 316, 424]
vessel-master: Capt. E. Moore. bbox=[80, 344, 132, 353]
steamship-icon bbox=[10, 332, 50, 354]
newspaper-title: THE EVENING STAR. bbox=[409, 7, 602, 22]
